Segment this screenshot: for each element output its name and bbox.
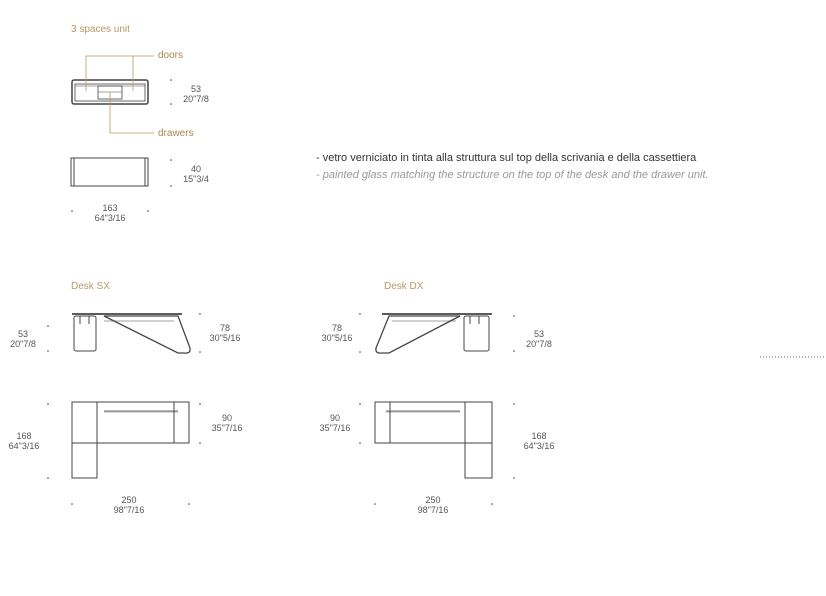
unit-side-height-dim [174, 164, 218, 184]
desk-sx-title: Desk SX [71, 281, 110, 292]
dim-cm: 40 [190, 164, 201, 174]
dim-cm: 78 [219, 323, 230, 333]
dim-in: 98"7/16 [417, 505, 449, 515]
desk-sx-side-right-dim [202, 323, 248, 343]
desk-sx-width-dim [105, 495, 153, 515]
dim-in: 20"7/8 [526, 339, 552, 349]
dim-cm: 90 [329, 413, 340, 423]
desk-dx-side-right-dim [516, 329, 562, 349]
dimension-dots [47, 79, 515, 505]
desk-dx-side-left-dim [314, 323, 360, 343]
desk-dx-depth-left-dim [312, 413, 358, 433]
dim-cm: 78 [331, 323, 342, 333]
unit-title: 3 spaces unit [71, 24, 130, 35]
desk-dx-plan [375, 402, 492, 478]
dim-in: 64"3/16 [94, 213, 126, 223]
unit-front-height-dim [174, 84, 218, 104]
dim-cm: 168 [531, 431, 547, 441]
note-italian: - vetro verniciato in tinta alla struttura sul top della scrivania e della cassettiera [316, 152, 697, 164]
dim-cm: 163 [102, 203, 118, 213]
dim-in: 35"7/16 [319, 423, 351, 433]
desk-sx-depth-right-dim [204, 413, 250, 433]
unit-leaders [86, 56, 154, 133]
dim-in: 64"3/16 [8, 441, 40, 451]
dim-in: 98"7/16 [113, 505, 145, 515]
desk-sx-depth-left-dim [2, 431, 46, 451]
unit-width-dim [86, 203, 134, 223]
dim-in: 35"7/16 [211, 423, 243, 433]
drawers-label: drawers [158, 128, 194, 139]
desk-dx-width-dim [409, 495, 457, 515]
dim-in: 64"3/16 [523, 441, 555, 451]
desk-dx-elevation [376, 314, 492, 353]
dim-cm: 168 [16, 431, 32, 441]
note-english: - painted glass matching the structure on the top of the desk and the drawer unit. [316, 169, 709, 181]
dim-cm: 90 [221, 413, 232, 423]
doors-label: doors [158, 50, 184, 61]
dim-in: 20"7/8 [10, 339, 36, 349]
dim-in: 15"3/4 [183, 174, 209, 184]
dim-cm: 53 [190, 84, 201, 94]
dim-in: 30"5/16 [321, 333, 353, 343]
dim-cm: 250 [425, 495, 441, 505]
desk-sx-elevation [72, 314, 190, 353]
dim-cm: 250 [121, 495, 137, 505]
dim-in: 20"7/8 [183, 94, 209, 104]
dim-cm: 53 [533, 329, 544, 339]
desk-dx-title: Desk DX [384, 281, 424, 292]
desk-dx-depth-right-dim [516, 431, 562, 451]
dim-cm: 53 [17, 329, 28, 339]
desk-sx-plan [72, 402, 189, 478]
desk-sx-side-left-dim [2, 329, 44, 349]
unit-side-view [71, 158, 148, 186]
dim-in: 30"5/16 [209, 333, 241, 343]
